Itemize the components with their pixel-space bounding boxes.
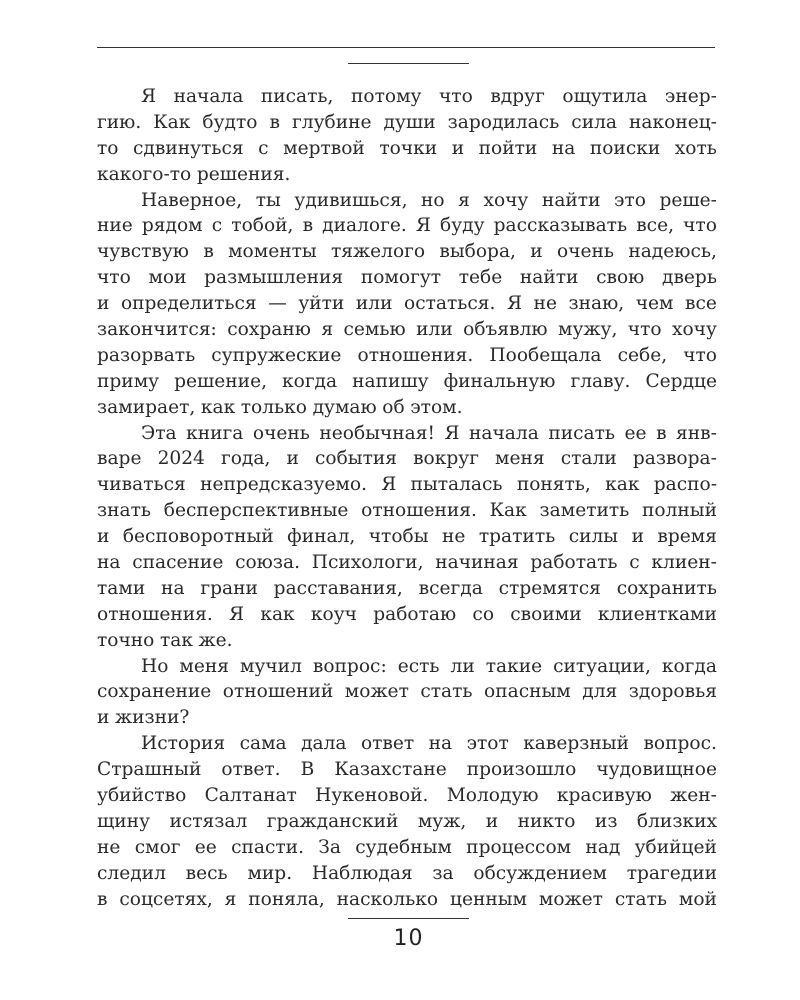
text-line: приму решение, когда напишу финальную главу. Сердце (97, 370, 717, 392)
text-line: какого-то решения. (97, 163, 291, 185)
text-line: на спасение союза. Психологи, начиная работать с клиен- (97, 552, 717, 574)
text-line: и бесповоротный финал, чтобы не тратить силы и время (97, 526, 717, 548)
text-line: не смог ее спасти. За судебным процессом над убийцей (97, 836, 717, 858)
text-line: знать бесперспективные отношения. Как заметить полный (97, 500, 717, 522)
top-short-rule (348, 63, 469, 64)
text-line: закончится: сохраню я семью или объявлю мужу, что хочу (97, 319, 717, 341)
text-line: замирает, как только думаю об этом. (97, 396, 463, 418)
text-line: убийство Салтанат Нукеновой. Молодую красивую жен- (97, 785, 717, 807)
text-line: в соцсетях, я поняла, насколько ценным может стать мой (97, 888, 717, 910)
text-line: следил весь мир. Наблюдая за обсуждением трагедии (97, 862, 717, 884)
text-line: точно так же. (97, 629, 233, 651)
text-line: и жизни? (97, 707, 190, 729)
text-line: Я начала писать, потому что вдруг ощутила энер- (141, 86, 717, 107)
text-line: и определиться — уйти или остаться. Я не знаю, чем все (97, 293, 717, 315)
text-line: гию. Как будто в глубине души зародилась сила наконец- (97, 111, 717, 133)
body-text (97, 84, 717, 913)
text-line: щину истязал гражданский муж, и никто из близких (97, 810, 717, 832)
text-line: Но меня мучил вопрос: есть ли такие ситуации, когда (141, 655, 717, 677)
text-line: Наверное, ты удивишься, но я хочу найти это реше- (141, 189, 717, 211)
top-rule (97, 47, 715, 48)
bottom-rule (348, 918, 469, 919)
text-line: ние рядом с тобой, в диалоге. Я буду рассказывать все, что (97, 215, 717, 237)
text-line: чувствую в моменты тяжелого выбора, и очень надеюсь, (97, 241, 717, 263)
text-line: Страшный ответ. В Казахстане произошло чудовищное (97, 759, 717, 781)
text-line: Эта книга очень необычная! Я начала писать ее в янв- (141, 422, 717, 444)
text-line: сохранение отношений может стать опасным для здоровья (97, 681, 717, 703)
text-line: чиваться непредсказуемо. Я пыталась понять, как распо- (97, 474, 717, 496)
text-line: История сама дала ответ на этот каверзный вопрос. (141, 733, 717, 755)
text-line: то сдвинуться с мертвой точки и пойти на поиски хоть (97, 137, 717, 159)
text-line: разорвать супружеские отношения. Пообещала себе, что (97, 344, 717, 366)
text-line: отношения. Я как коуч работаю со своими клиентками (97, 603, 717, 625)
text-line: что мои размышления помогут тебе найти свою дверь (97, 267, 717, 289)
text-line: варе 2024 года, и события вокруг меня стали развора- (97, 448, 717, 470)
text-line: тами на грани расставания, всегда стремятся сохранить (97, 577, 717, 599)
page-number: 10 (393, 926, 424, 951)
